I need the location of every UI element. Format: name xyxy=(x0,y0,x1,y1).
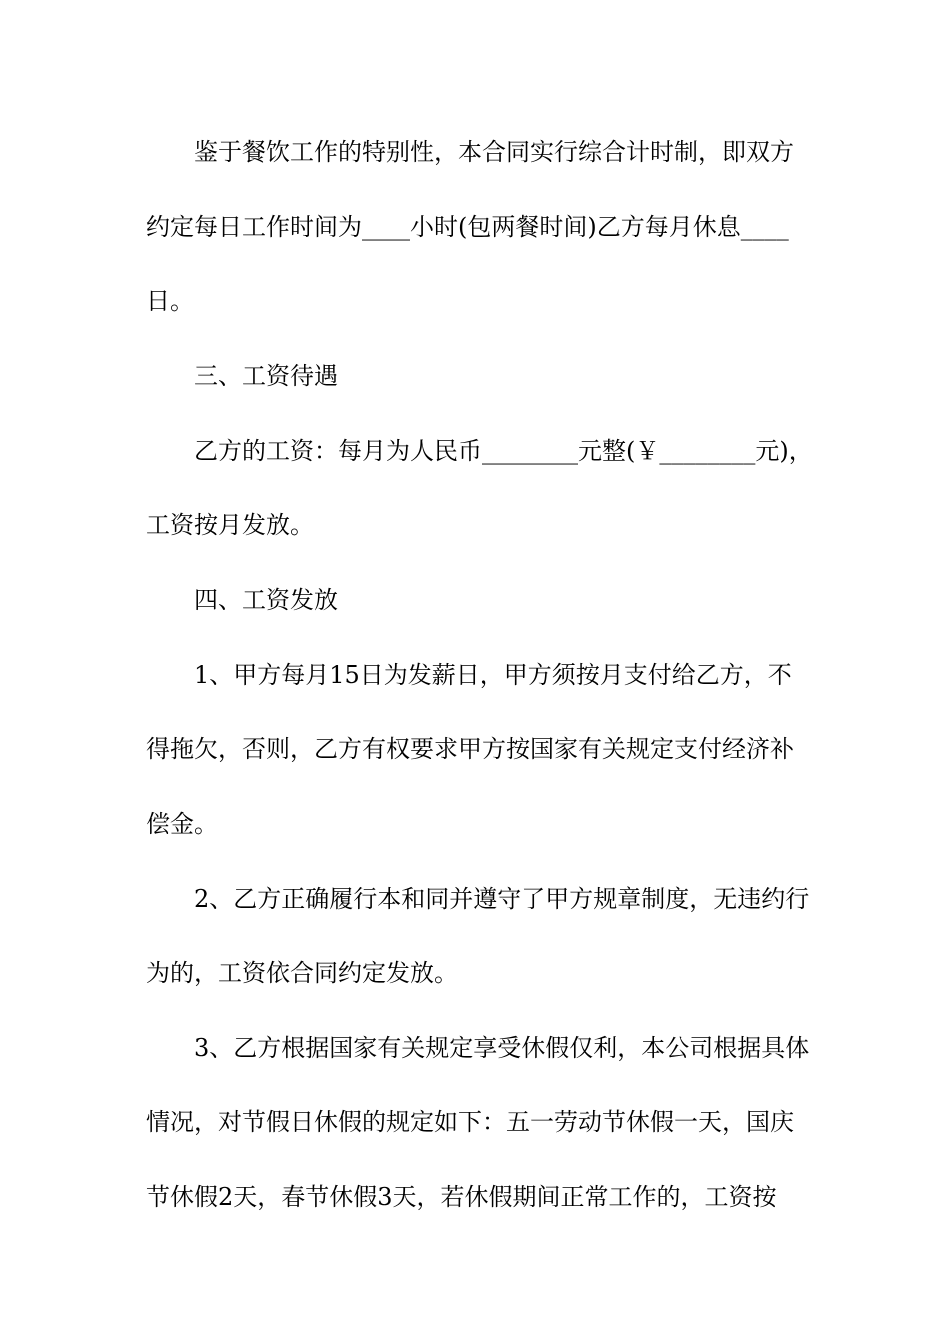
paragraph-line: 节休假2天，春节休假3天，若休假期间正常工作的，工资按 xyxy=(146,1183,777,1211)
paragraph-line: 约定每日工作时间为____小时(包两餐时间)乙方每月休息____ xyxy=(146,213,789,241)
paragraph-line: 工资按月发放。 xyxy=(146,511,314,539)
paragraph-line: 偿金。 xyxy=(146,810,218,838)
paragraph-line: 情况，对节假日休假的规定如下：五一劳动节休假一天，国庆 xyxy=(146,1108,794,1136)
paragraph-line: 2、乙方正确履行本和同并遵守了甲方规章制度，无违约行 xyxy=(194,885,810,913)
paragraph-line: 为的，工资依合同约定发放。 xyxy=(146,959,458,987)
section-heading: 三、工资待遇 xyxy=(194,362,338,390)
paragraph-line: 3、乙方根据国家有关规定享受休假仅利，本公司根据具体 xyxy=(194,1034,810,1062)
section-heading: 四、工资发放 xyxy=(194,586,338,614)
paragraph-line: 1、甲方每月15日为发薪日，甲方须按月支付给乙方，不 xyxy=(194,661,792,689)
paragraph-line: 得拖欠，否则，乙方有权要求甲方按国家有关规定支付经济补 xyxy=(146,735,794,763)
paragraph-line: 乙方的工资：每月为人民币________元整(￥________元)， xyxy=(194,437,813,465)
paragraph-line: 鉴于餐饮工作的特别性，本合同实行综合计时制，即双方 xyxy=(194,138,794,166)
paragraph-line: 日。 xyxy=(146,287,194,315)
